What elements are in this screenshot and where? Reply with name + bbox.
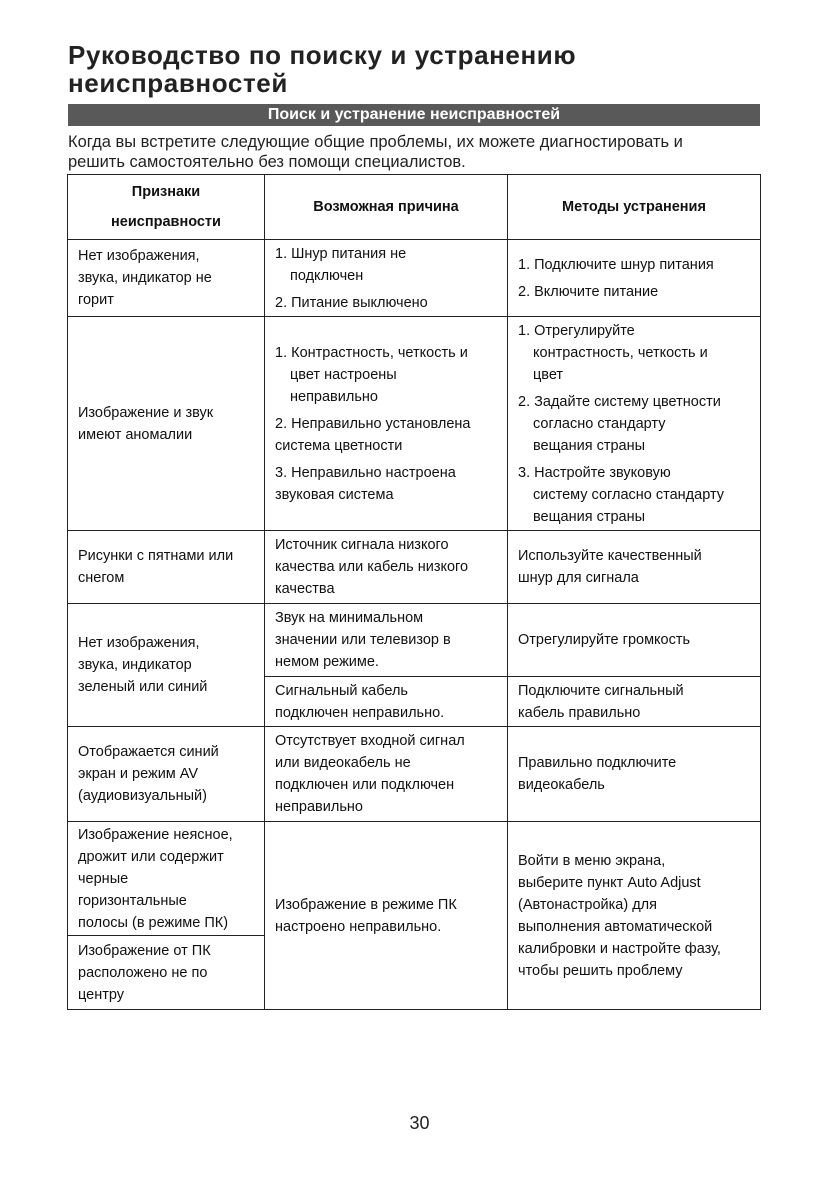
intro-line: решить самостоятельно без помощи специалистов. [68, 153, 466, 171]
cell-line: Отрегулируйте громкость [518, 632, 691, 648]
cell-line: шнур для сигнала [518, 570, 639, 586]
cell-line: качества или кабель низкого [275, 559, 469, 575]
cell-line: чтобы решить проблему [518, 962, 683, 979]
cell-line: Нет изображения, [78, 635, 200, 651]
cell-line: систему согласно стандарту [533, 486, 724, 503]
cell-line: Отсутствует входной сигнал [275, 733, 465, 749]
cause-cell [265, 677, 508, 727]
cell-line: 2. Питание выключено [275, 294, 428, 311]
cell-line: подключен или подключен [275, 777, 455, 793]
cell-line: (Автонастройка) для [518, 896, 657, 913]
cell-line: подключен неправильно. [275, 704, 445, 721]
cell-line: неправильно [290, 388, 378, 405]
cell-line: горизонтальные [78, 892, 187, 909]
cell-line: Используйте качественный [518, 548, 702, 564]
cell-line: Отображается синий [78, 744, 219, 760]
cell-line: видеокабель [518, 777, 605, 793]
cell-line: зеленый или синий [78, 679, 208, 695]
cell-line: согласно стандарту [533, 415, 666, 432]
fix-cell [508, 240, 761, 317]
intro-paragraph [68, 132, 768, 172]
cell-line: или видеокабель не [275, 755, 411, 771]
table-row [68, 240, 761, 317]
table-header-row [68, 175, 761, 240]
table-row [68, 531, 761, 604]
cell-line: настроено неправильно. [275, 918, 442, 935]
cell-line: 2. Задайте систему цветности [518, 393, 721, 410]
cause-cell [265, 317, 508, 531]
cell-line: 2. Включите питание [518, 283, 659, 300]
fix-cell [508, 822, 761, 1010]
cell-line: 1. Шнур питания не [275, 245, 407, 262]
fix-cell [508, 317, 761, 531]
symptom-cell [68, 317, 265, 531]
cell-line: Изображение неясное, [78, 826, 233, 843]
table-row [68, 317, 761, 531]
cause-cell [265, 604, 508, 677]
header-cause: Возможная причина [265, 175, 508, 240]
cell-line: Рисунки с пятнами или [78, 548, 234, 564]
cell-line: Сигнальный кабель [275, 682, 408, 699]
symptom-cell [68, 604, 265, 727]
page-number: 30 [409, 1113, 430, 1133]
symptom-cell [68, 531, 265, 604]
cell-line: полосы (в режиме ПК) [78, 914, 229, 931]
cell-line: неправильно [275, 799, 363, 815]
table-row [68, 604, 761, 677]
troubleshooting-table [67, 174, 761, 1010]
cell-line: горит [78, 292, 114, 308]
cell-line: немом режиме. [275, 654, 379, 670]
symptom-cell [68, 240, 265, 317]
cell-line: контрастность, четкость и [533, 344, 708, 361]
header-symptom-line: Признаки [131, 184, 201, 200]
cell-line: цвет настроены [290, 366, 397, 383]
fix-cell [508, 531, 761, 604]
cell-line: система цветности [275, 437, 403, 454]
cause-cell [265, 822, 508, 1010]
symptom-cell [68, 727, 265, 822]
cell-line: Изображение и звук [78, 404, 214, 421]
cell-line: значении или телевизор в [275, 632, 451, 648]
cell-line: Правильно подключите [518, 755, 677, 771]
cell-line: вещания страны [533, 508, 646, 525]
cell-line: (аудиовизуальный) [78, 788, 207, 804]
cell-line: Звук на минимальном [275, 610, 424, 626]
fix-cell [508, 727, 761, 822]
cell-line: 1. Подключите шнур питания [518, 256, 714, 273]
section-banner: Поиск и устранение неисправностей [68, 104, 760, 126]
symptom-cell [68, 936, 265, 1010]
header-symptom-line: неисправности [111, 214, 221, 230]
header-symptom [68, 175, 265, 240]
cell-line: звука, индикатор [78, 657, 192, 673]
page-title-line: неисправностей [68, 68, 288, 98]
cell-line: вещания страны [533, 437, 646, 454]
cell-line: звука, индикатор не [78, 270, 212, 286]
cell-line: цвет [533, 366, 564, 383]
cell-line: Изображение в режиме ПК [275, 896, 457, 913]
intro-line: Когда вы встретите следующие общие проблемы, их можете диагностировать и [68, 133, 683, 151]
cell-line: дрожит или содержит [78, 848, 224, 865]
cell-line: Подключите сигнальный [518, 682, 684, 699]
cell-line: расположено не по [78, 964, 208, 981]
cell-line: 3. Настройте звуковую [518, 464, 671, 481]
cell-line: Нет изображения, [78, 248, 200, 264]
table-row [68, 727, 761, 822]
cell-line: подключен [290, 267, 364, 284]
cell-line: выполнения автоматической [518, 918, 713, 935]
cell-line: центру [78, 986, 125, 1003]
cell-line: выберите пункт Auto Adjust [518, 874, 701, 891]
fix-cell [508, 604, 761, 677]
cell-line: Изображение от ПК [78, 942, 211, 959]
header-fix: Методы устранения [508, 175, 761, 240]
cell-line: имеют аномалии [78, 426, 193, 443]
fix-cell [508, 677, 761, 727]
cell-line: кабель правильно [518, 704, 641, 721]
table-row [68, 822, 761, 936]
cell-line: звуковая система [275, 486, 394, 503]
page-title-line: Руководство по поиску и устранению [68, 40, 577, 70]
page-title [68, 41, 768, 97]
cell-line: Источник сигнала низкого [275, 537, 449, 553]
cell-line: черные [78, 870, 129, 887]
cell-line: 1. Контрастность, четкость и [275, 344, 468, 361]
cell-line: качества [275, 581, 335, 597]
cell-line: 3. Неправильно настроена [275, 464, 456, 481]
cause-cell [265, 240, 508, 317]
cell-line: 2. Неправильно установлена [275, 415, 471, 432]
symptom-cell [68, 822, 265, 936]
cell-line: экран и режим AV [78, 766, 199, 782]
cell-line: Войти в меню экрана, [518, 852, 666, 869]
cell-line: 1. Отрегулируйте [518, 322, 635, 339]
cause-cell [265, 727, 508, 822]
cell-line: калибровки и настройте фазу, [518, 940, 721, 957]
cell-line: снегом [78, 570, 125, 586]
cause-cell [265, 531, 508, 604]
